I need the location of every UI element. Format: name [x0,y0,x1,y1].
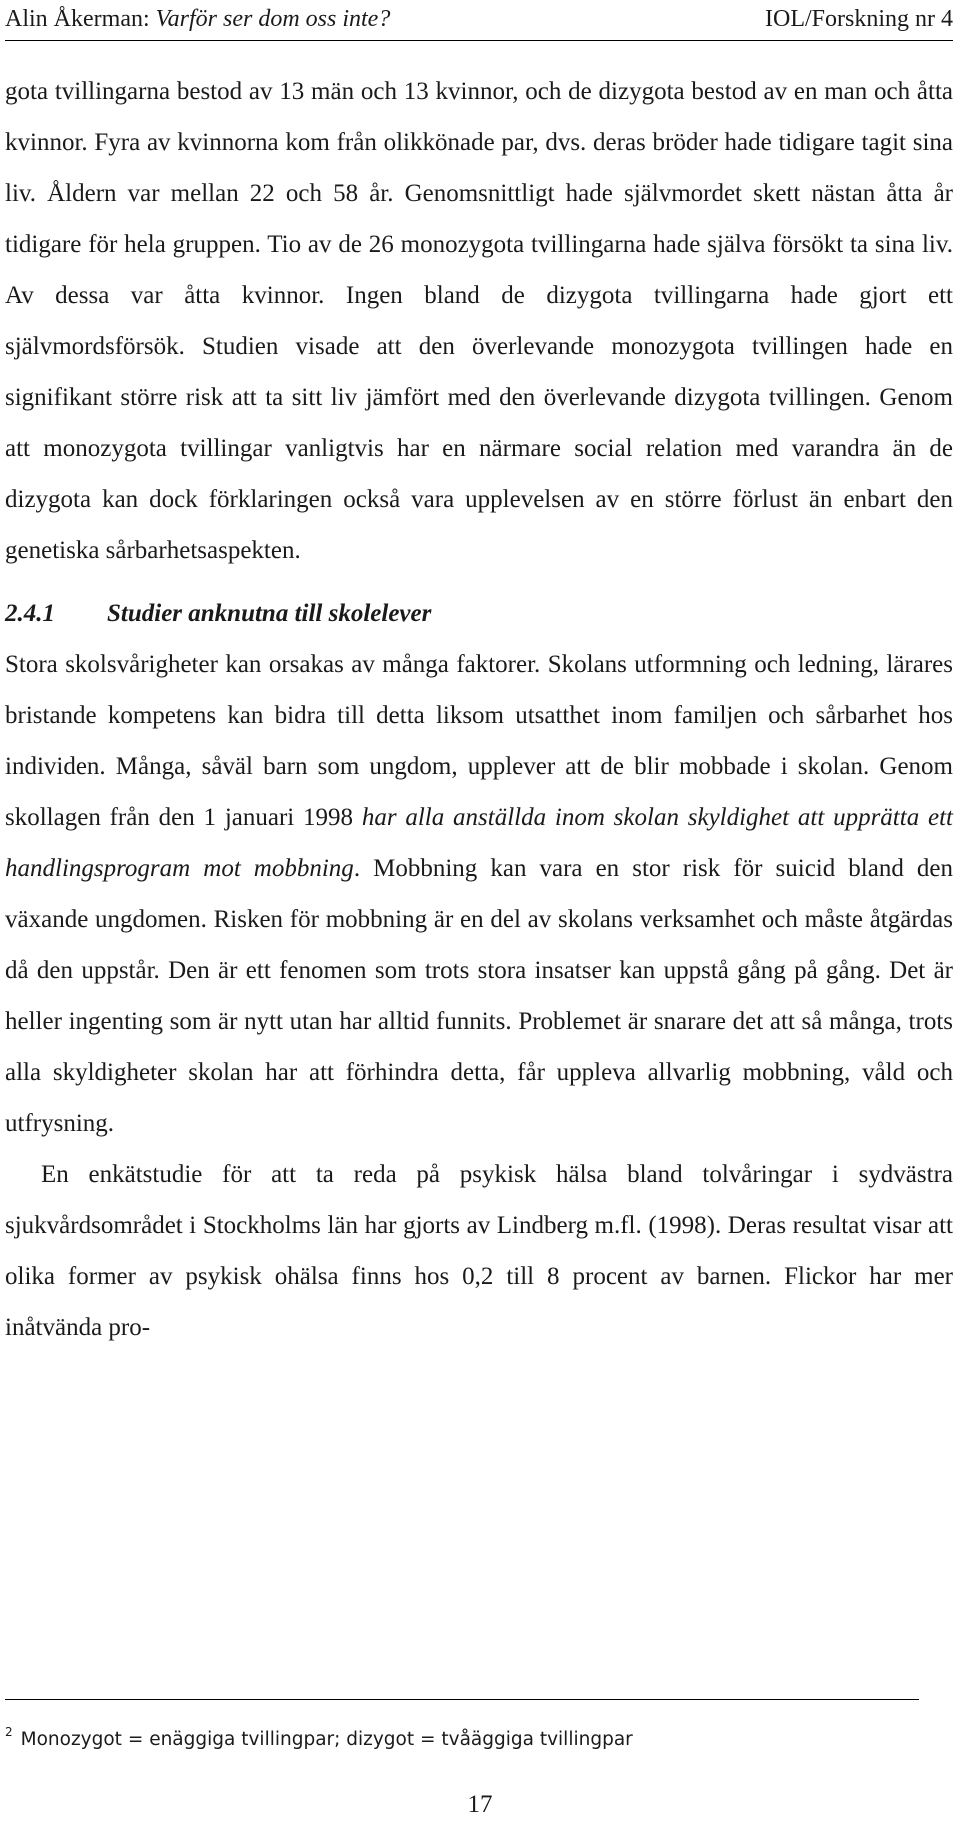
running-header [5,4,953,34]
section-title: Studier anknutna till skolelever [107,600,432,627]
footnote-text: Monozygot = enäggiga tvillingpar; dizygot = tvåäggiga tvillingpar [20,1729,633,1750]
paragraph-school-difficulties [5,639,953,1149]
footnote [5,1720,633,1752]
header-divider [5,40,953,41]
paragraph-italic-emphasis: har alla anställda inom skolan skyldighet att upprätta ett handlingsprogram mot mobbning [5,804,953,882]
header-title: Varför ser dom oss inte? [155,6,391,32]
footnote-divider [5,1699,919,1700]
page-number: 17 [467,1791,493,1818]
section-number: 2.4.1 [5,600,55,627]
header-series: IOL/Forskning nr 4 [765,6,953,32]
paragraph-text-part: Stora skolsvårigheter kan orsakas av många faktorer. Skolans utformning och ledning, lärares bristande kompetens kan bidra till detta liksom utsatthet inom familjen och sårbarhet hos individen. Många, såväl barn som ungdom, upplever att de blir mobbade i skolan. Genom skollagen från den 1 januari 1998 [5,651,953,831]
paragraph-twin-study: gota tvillingarna bestod av 13 män och 13 kvinnor, och de dizygota bestod av en man och åtta kvinnor. Fyra av kvinnorna kom från olikkönade par, dvs. deras bröder hade tidigare tagit sina liv. Åldern var mellan 22 och 58 år. Genomsnittligt hade självmordet skett nästan åtta år tidigare för hela gruppen. Tio av de 26 monozygota tvillingarna hade själva försökt ta sina liv. Av dessa var åtta kvinnor. Ingen bland de dizygota tvillingarna hade gjort ett självmordsförsök. Studien visade att den överlevande monozygota tvillingen hade en signifikant större risk att ta sitt liv jämfört med den överlevande dizygota tvillingen. Genom att monozygota tvillingar vanligtvis har en närmare social relation med varandra än de dizygota kan dock förklaringen också vara upplevelsen av en större förlust än enbart den genetiska sårbarhetsaspekten. [5,78,953,564]
section-heading [5,588,953,639]
header-author: Alin Åkerman: [5,6,156,32]
paragraph-survey-study: En enkätstudie för att ta reda på psykisk hälsa bland tolvåringar i sydvästra sjukvårdsområdet i Stockholms län har gjorts av Lindberg m.fl. (1998). Deras resultat visar att olika former av psykisk ohälsa finns hos 0,2 till 8 procent av barnen. Flickor har mer inåtvända pro- [5,1161,953,1341]
paragraph-text-part: . Mobbning kan vara en stor risk för suicid bland den växande ungdomen. Risken för mobbning är en del av skolans verksamhet och måste åtgärdas då den uppstår. Den är ett fenomen som trots stora insatser kan uppstå gång på gång. Det är heller ingenting som är nytt utan har alltid funnits. Problemet är snarare det att så många, trots alla skyldigheter skolan har att förhindra detta, får uppleva allvarlig mobbning, våld och utfrysning. [5,855,953,1137]
footnote-mark: 2 [5,1725,13,1739]
header-author-title [5,4,390,34]
main-text [5,66,953,1353]
